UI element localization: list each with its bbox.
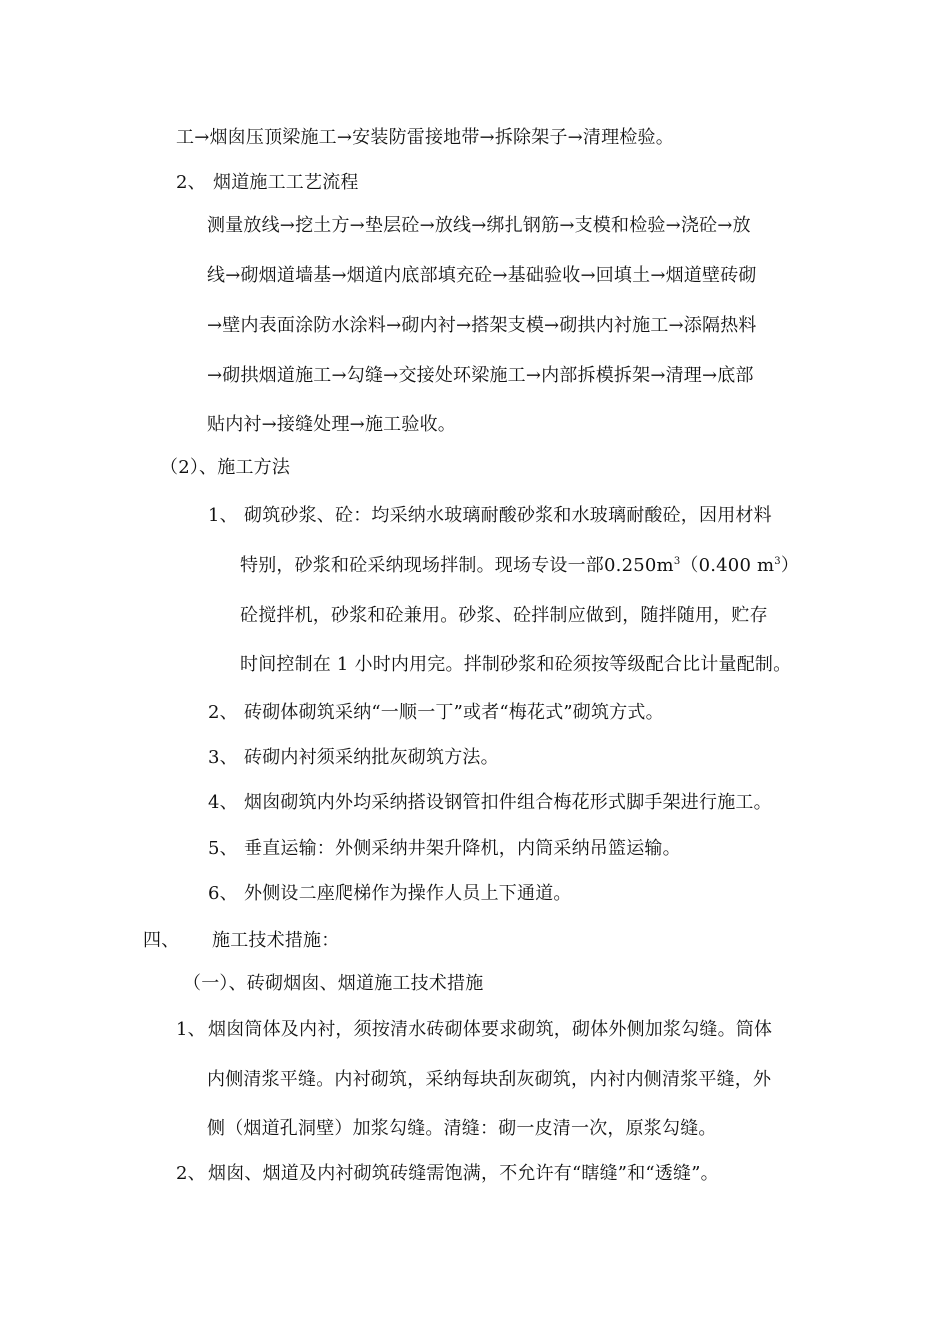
method-1 [208, 505, 772, 527]
method-text: 砖砌体砌筑采纳“一顺一丁”或者“梅花式”砌筑方式。 [244, 702, 664, 723]
mixer-capacity-a: 0.250m [604, 555, 674, 576]
method-2 [208, 702, 664, 724]
item-2-heading [176, 172, 359, 194]
method-1-line-3: 砼搅拌机，砂浆和砼兼用。砂浆、砼拌制应做到，随拌随用，贮存 [240, 605, 768, 626]
section-text: 施工技术措施： [212, 930, 340, 951]
method-text: 特别，砂浆和砼采纳现场拌制。现场专设一部 [240, 555, 604, 576]
flow2-line: →砌拱烟道施工→勾缝→交接处环梁施工→内部拆模拆架→清理→底部 [207, 365, 754, 386]
measure-number: 1、 [176, 1019, 206, 1040]
flow2-line: →壁内表面涂防水涂料→砌内衬→搭架支模→砌拱内衬施工→添隔热料 [207, 315, 757, 336]
method-number: 1、 [208, 505, 238, 526]
item-number: 2、 [176, 172, 206, 193]
method-text: 垂直运输：外侧采纳井架升降机，内筒采纳吊篮运输。 [244, 838, 681, 859]
measure-number: 2、 [176, 1163, 206, 1184]
measure-1 [176, 1019, 772, 1041]
method-6 [208, 883, 572, 905]
method-4 [208, 792, 772, 814]
mixer-close: ） [780, 555, 800, 576]
flow2-line: 贴内衬→接缝处理→施工验收。 [207, 414, 456, 435]
method-number: 5、 [208, 838, 238, 859]
method-5 [208, 838, 681, 860]
flow2-line: 线→砌烟道墙基→烟道内底部填充砼→基础验收→回填土→烟道壁砖砌 [207, 265, 757, 286]
section-4-heading [143, 930, 339, 952]
flow1-tail: 工→烟囱压顶梁施工→安装防雷接地带→拆除架子→清理检验。 [176, 127, 674, 148]
measure-text: 烟囱、烟道及内衬砌筑砖缝需饱满，不允许有“瞎缝”和“透缝”。 [208, 1163, 719, 1184]
method-text: 砖砌内衬须采纳批灰砌筑方法。 [244, 747, 499, 768]
section-2-heading: （2）、施工方法 [160, 457, 291, 478]
method-3 [208, 747, 499, 769]
measure-text: 烟囱筒体及内衬，须按清水砖砌体要求砌筑，砌体外侧加浆勾缝。筒体 [208, 1019, 773, 1040]
superscript: 3 [774, 556, 781, 567]
measure-1-line-3: 侧（烟道孔洞壁）加浆勾缝。清缝：砌一皮清一次，原浆勾缝。 [207, 1118, 717, 1139]
mixer-capacity-b: （0.400 m [680, 555, 775, 576]
subsection-1-heading: （一）、砖砌烟囱、烟道施工技术措施 [183, 973, 484, 994]
item-text: 烟道施工工艺流程 [213, 172, 359, 193]
method-number: 2、 [208, 702, 238, 723]
flow2-line: 测量放线→挖土方→垫层砼→放线→绑扎钢筋→支模和检验→浇砼→放 [207, 215, 751, 236]
method-1-line-4: 时间控制在 1 小时内用完。拌制砂浆和砼须按等级配合比计量配制。 [240, 654, 792, 675]
method-number: 3、 [208, 747, 238, 768]
measure-1-line-2: 内侧清浆平缝。内衬砌筑，采纳每块刮灰砌筑，内衬内侧清浆平缝，外 [207, 1069, 772, 1090]
method-number: 4、 [208, 792, 238, 813]
method-text: 砌筑砂浆、砼：均采纳水玻璃耐酸砂浆和水玻璃耐酸砼，因用材料 [244, 505, 772, 526]
method-text: 烟囱砌筑内外均采纳搭设钢管扣件组合梅花形式脚手架进行施工。 [244, 792, 772, 813]
method-1-line-2 [240, 555, 799, 577]
method-number: 6、 [208, 883, 238, 904]
superscript: 3 [673, 556, 681, 567]
method-text: 外侧设二座爬梯作为操作人员上下通道。 [244, 883, 572, 904]
measure-2 [176, 1163, 719, 1185]
section-number: 四、 [143, 930, 180, 951]
